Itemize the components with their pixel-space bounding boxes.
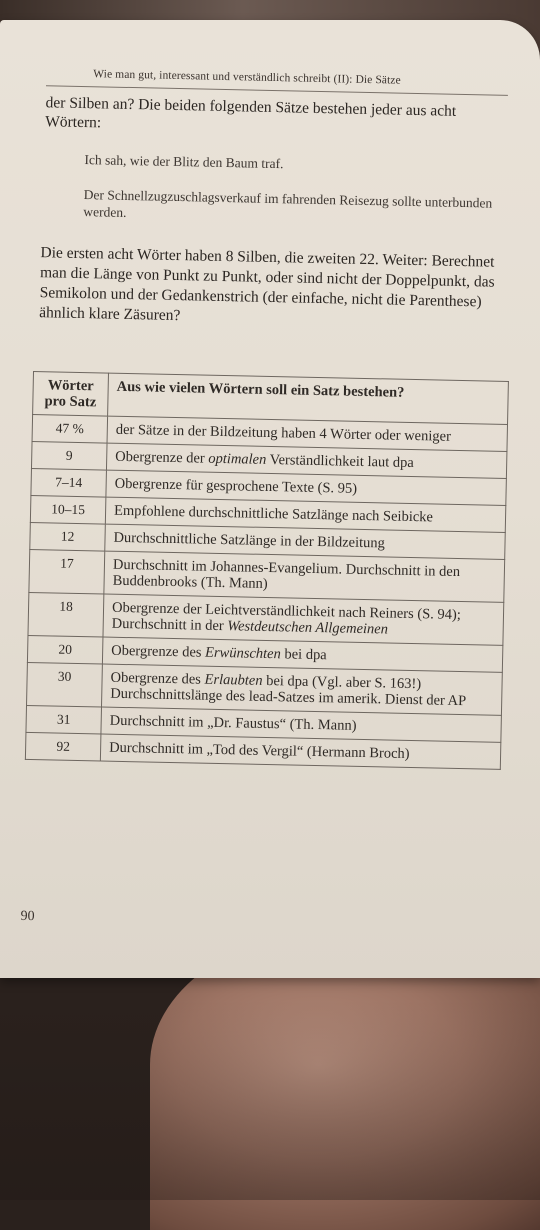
example-sentence-1: Ich sah, wie der Blitz den Baum traf. <box>84 152 504 177</box>
row-word-count: 9 <box>31 442 107 471</box>
page-number: 90 <box>20 909 34 925</box>
row-emphasis: Westdeutschen Allgemeinen <box>227 618 388 637</box>
row-text: Durchschnitt im „Dr. Faustus“ (Th. Mann) <box>110 713 357 734</box>
row-text: der Sätze in der Bildzeitung haben 4 Wörter oder weniger <box>116 422 451 445</box>
row-text-continued: bei dpa (Vgl. aber S. 163!) Durchschnittslänge des lead-Satzes im amerik. Dienst der AP <box>110 673 466 709</box>
row-text: Obergrenze des <box>111 643 205 661</box>
row-text: Durchschnitt im Johannes-Evangelium. Durchschnitt in den Buddenbrooks (Th. Mann) <box>112 557 460 592</box>
book-page <box>0 20 540 978</box>
row-text: Empfohlene durchschnittliche Satzlänge nach Seibicke <box>114 503 433 526</box>
running-head: Wie man gut, interessant und verständlich schreibt (II): Die Sätze <box>93 68 503 89</box>
row-word-count: 30 <box>27 662 103 707</box>
page-content <box>0 14 540 983</box>
row-text-continued: Verständlichkeit laut dpa <box>266 452 414 471</box>
row-word-count: 92 <box>25 732 101 761</box>
row-word-count: 18 <box>28 592 104 637</box>
row-word-count: 7–14 <box>31 469 107 498</box>
row-text: Obergrenze der Leichtverständlichkeit nach Reiners (S. 94); Durchschnitt in der <box>112 600 461 634</box>
intro-paragraph: der Silben an? Die beiden folgenden Sätze bestehen jeder aus acht Wörtern: <box>45 93 516 141</box>
example-sentence-2: Der Schnellzugzuschlagsverkauf im fahrenden Reisezug sollte unterbunden werden. <box>83 186 504 229</box>
row-word-count: 47 % <box>32 415 108 444</box>
header-question: Aus wie vielen Wörtern soll ein Satz bestehen? <box>108 373 509 424</box>
background-shadow <box>0 1000 540 1200</box>
row-word-count: 10–15 <box>30 495 106 524</box>
body-paragraph: Die ersten acht Wörter haben 8 Silben, die zweiten 22. Weiter: Berechnet man die Länge von Punkt zu Punkt, oder sind nicht der Doppelpunkt, das Semikolon und der Gedankenstrich (der einfache, nicht die Parenthese) ähnlich klare Zäsuren? <box>39 243 517 333</box>
row-word-count: 12 <box>30 522 106 551</box>
header-words-per-sentence: Wörter pro Satz <box>33 372 109 417</box>
row-text-continued: bei dpa <box>281 646 327 663</box>
row-text: Obergrenze der <box>115 449 208 467</box>
sentence-length-table <box>25 371 509 770</box>
row-text: Obergrenze für gesprochene Texte (S. 95) <box>115 476 358 497</box>
row-text: Obergrenze des <box>110 670 204 688</box>
row-word-count: 31 <box>26 705 102 734</box>
row-text: Durchschnittliche Satzlänge in der Bildzeitung <box>113 530 385 552</box>
row-word-count: 20 <box>27 635 103 664</box>
row-emphasis: optimalen <box>208 451 266 468</box>
row-text: Durchschnitt im „Tod des Vergil“ (Hermann Broch) <box>109 740 410 762</box>
row-word-count: 17 <box>29 549 105 594</box>
row-emphasis: Erlaubten <box>204 672 262 689</box>
row-emphasis: Erwünschten <box>205 645 281 663</box>
